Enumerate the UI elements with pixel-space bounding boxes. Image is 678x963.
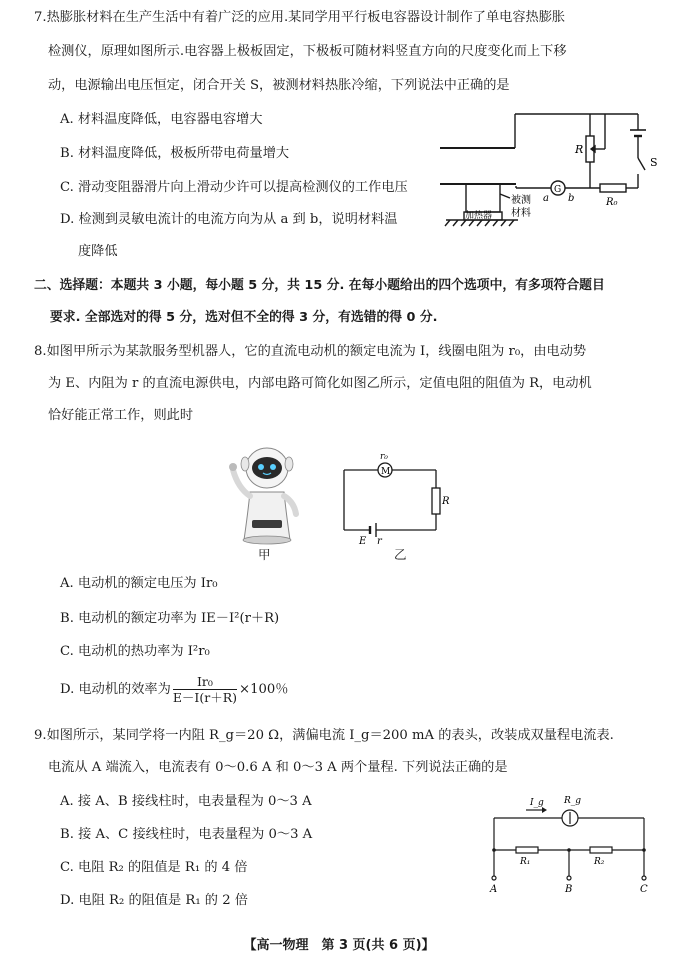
q8-label-r-resistor: R: [442, 496, 450, 507]
q7-label-b: b: [568, 193, 575, 204]
q7-label-s: S: [650, 156, 658, 169]
q9-stem-line-1: 9.如图所示，某同学将一内阻 R_g＝20 Ω，满偏电流 I_g＝200 mA 的表头，改装成双量程电流表.: [34, 728, 614, 743]
q7-label-g: G: [554, 185, 562, 195]
q7-label-a: a: [543, 193, 549, 204]
q8-label-r-internal: r: [377, 536, 382, 545]
q7-capacitor-circuit-figure: [440, 108, 665, 233]
q9-label-ig: I_g: [530, 798, 544, 808]
q7-stem-line-2: 检测仪，原理如图所示.电容器上极板固定，下极板可随材料竖直方向的尺度变化而上下移: [48, 44, 567, 59]
q8-motor-symbol: M: [381, 467, 391, 477]
q7-option-d-cont: 度降低: [78, 244, 118, 259]
q7-option-b: B. 材料温度降低，极板所带电荷量增大: [60, 146, 290, 161]
q9-terminal-a: A: [490, 884, 498, 895]
q8-fraction-denominator: E－I(r＋R): [172, 690, 238, 705]
q8-stem-line-1: 8.如图甲所示为某款服务型机器人，它的直流电动机的额定电流为 I，线圈电阻为 r₀，由电动势: [34, 344, 587, 359]
q8-option-b: B. 电动机的额定功率为 IE－I²(r＋R): [60, 611, 280, 626]
q8-motor-circuit-figure: [340, 450, 450, 545]
q7-label-r0: R₀: [606, 197, 618, 208]
q7-stem-line-1: 7.热膨胀材料在生产生活中有着广泛的应用.某同学用平行板电容器设计制作了单电容热膨胀: [34, 10, 566, 25]
q9-ammeter-circuit-figure: [482, 790, 662, 900]
q9-stem-line-2: 电流从 A 端流入，电流表有 0～0.6 A 和 0～3 A 两个量程. 下列说法正确的是: [48, 760, 508, 775]
q7-option-d: D. 检测到灵敏电流计的电流方向为从 a 到 b，说明材料温: [60, 212, 398, 227]
q7-option-a: A. 材料温度降低，电容器电容增大: [60, 112, 263, 127]
q8-option-c: C. 电动机的热功率为 I²r₀: [60, 644, 210, 659]
section2-heading-line-1: 二、选择题：本题共 3 小题，每小题 5 分，共 15 分. 在每小题给出的四个选项中，有多项符合题目: [34, 278, 605, 293]
q8-stem-line-3: 恰好能正常工作，则此时: [48, 408, 194, 423]
q9-label-rg: R_g: [564, 796, 582, 806]
q9-option-b: B. 接 A、C 接线柱时，电表量程为 0～3 A: [60, 827, 313, 842]
q8-stem-line-2: 为 E、内阻为 r 的直流电源供电，内部电路可简化如图乙所示，定值电阻的阻值为 R，电动机: [48, 376, 592, 391]
q8-option-d-prefix: D. 电动机的效率为: [60, 682, 171, 697]
page-footer: 【高一物理 第 3 页(共 6 页)】: [243, 938, 435, 953]
q7-stem-line-3: 动，电源输出电压恒定，闭合开关 S，被测材料热胀冷缩，下列说法中正确的是: [48, 78, 510, 93]
q9-terminal-b: B: [565, 884, 573, 895]
fig-jia-label: 甲: [258, 547, 271, 562]
fig-yi-label: 乙: [394, 547, 407, 562]
q7-label-r: R: [575, 143, 584, 156]
q8-option-d-suffix: ×100％: [239, 682, 289, 697]
q8-option-a: A. 电动机的额定电压为 Ir₀: [60, 576, 218, 591]
q9-option-a: A. 接 A、B 接线柱时，电表量程为 0～3 A: [60, 794, 312, 809]
q8-label-e: E: [359, 536, 367, 545]
robot-illustration: [228, 440, 308, 546]
q9-terminal-c: C: [640, 884, 648, 895]
q9-option-c: C. 电阻 R₂ 的阻值是 R₁ 的 4 倍: [60, 860, 248, 875]
q7-label-material-1: 被测: [511, 195, 531, 206]
q9-option-d: D. 电阻 R₂ 的阻值是 R₁ 的 2 倍: [60, 893, 248, 908]
q8-efficiency-fraction: [173, 674, 237, 705]
q7-label-material-2: 材料: [511, 208, 531, 219]
q7-label-heater: 加热器: [465, 211, 493, 221]
q8-fraction-numerator: Ir₀: [173, 674, 237, 690]
q7-option-c: C. 滑动变阻器滑片向上滑动少许可以提高检测仪的工作电压: [60, 180, 408, 195]
q9-label-r1: R₁: [520, 857, 531, 867]
q9-label-r2: R₂: [594, 857, 605, 867]
q8-option-d: [60, 674, 288, 706]
q8-label-r0: r₀: [380, 452, 388, 462]
section2-heading-line-2: 要求. 全部选对的得 5 分，选对但不全的得 3 分，有选错的得 0 分.: [50, 310, 438, 325]
